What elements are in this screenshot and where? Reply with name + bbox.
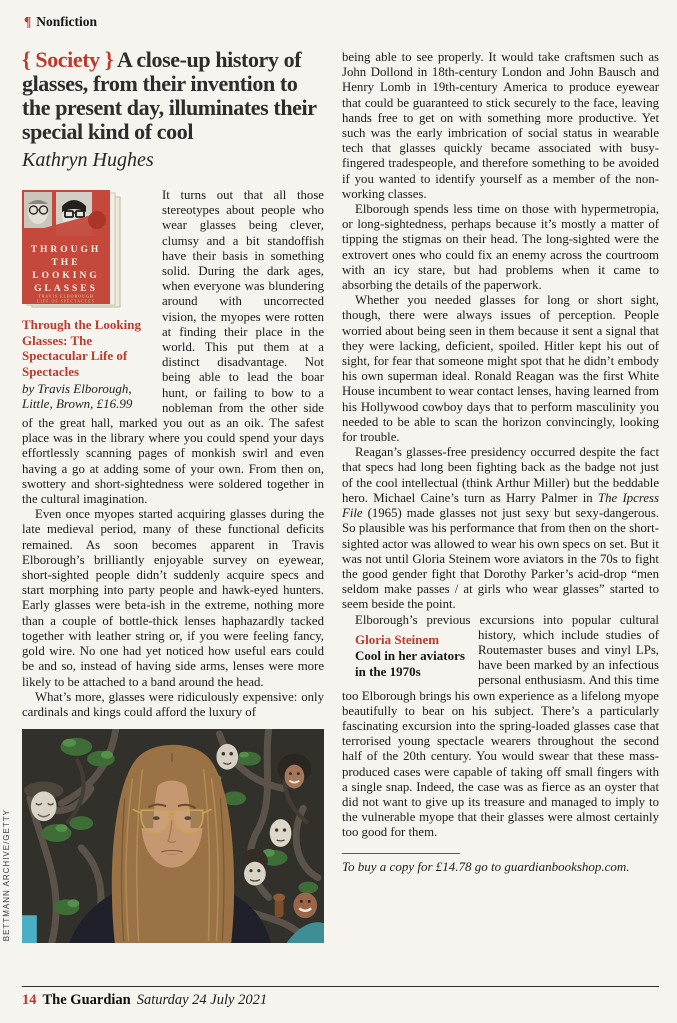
svg-text:TRAVIS ELBOROUGH: TRAVIS ELBOROUGH [38,293,94,299]
book-title-mention: The Ipcress File [342,490,659,521]
svg-text:THE: THE [51,258,81,268]
headline-text: A close-up history of glasses, from their invention to the present day, illuminates their special kind of cool [22,47,317,144]
svg-text:THROUGH: THROUGH [30,245,102,255]
column-left [2,42,324,943]
book-block [22,190,150,411]
svg-text:LIFE OF SPECTACLES: LIFE OF SPECTACLES [37,298,95,304]
book-title: Through the Looking Glasses: The Spectacular Life of Spectacles [22,317,141,379]
paragraph-1: It turns out that all those stereotypes about people who wear glasses being clever, clumsy and a bit standoffish have their basis in something solid. During the dark ages, when everyone was blundering around with uncorrected vision, the myopes were rotten at finding their place in the world. This put them at a distinct disadvantage. Not being able to lead the boar hunt, or failing to bow to a nobleman from the other side of the great hall, marked you out as an oik. The safest place was in the library where you could spend your days effortlessly scanning pages of monkish swirl and even having a go at adding some of your own. From then on, swottery and short-sightedness were soldered together in the cultural imagination. [22,188,324,507]
footer-masthead: The Guardian [42,992,131,1008]
footnote-rule [342,853,460,854]
caption-line-2: in the 1970s [355,663,421,679]
kicker-label: Nonfiction [36,14,98,29]
paragraph-8: Elborough’s previous excursions into popular Gloria Steinem Cool in her aviators in the 1970s cultural history, which include studies of Routemaster buses and vinyl LPs, have been marked by an infectious personal enthusiasm. And this time too Elborough brings his own experience as a lifelong myope beautifully to bear on his subject. There’s a particularly fascinating excursion into the spring-loaded glasses case that terrorised young spectacle wearers throughout the second half of the 20th century. You would swear that these mass-produced cases were capable of taking off small fingers with a single snap. Indeed, the case was as fierce as an oyster that did not want to give up its treasure and managed to imply to the vulnerable myope that their glasses were almost certainly too good for them. [342,612,659,840]
pilcrow-icon: ¶ [24,14,32,29]
page-footer [22,986,659,1009]
article-columns [2,42,659,943]
paragraph-2: Even once myopes started acquiring glasses during the late medieval period, many of these functional deficits remained. As soon becomes apparent in Travis Elborough’s brilliantly enjoyable survey on eyewear, short-sighted people didn’t suddenly acquire specs and start morphing into party people and hawk-eyed hunters. Early glasses were beta-ish in the extreme, nothing more than a couple of bottle-thick lenses haphazardly tacked together with leather string or, if you were feeling fancy, gold wire. No one had yet noticed how useful ears could be and so, instead of having side arms, lenses were more likely to be attached to a band around the head. [22,507,324,689]
gloria-steinem-photo [22,729,324,943]
book-author: by Travis Elborough, Little, Brown, £16.99 [22,381,133,411]
paragraph-6: Whether you needed glasses for long or short sight, though, there were always issues of perception. People worried about being seen in them because it sent a signal that they were lacking, deficient, spoiled. Hitler kept his out of sight, for fear that someone might spot that he didn’t embody his own superman ideal. Ronald Reagan was the first White House incumbent to wear contact lenses, having learned from his Hollywood cowboy days that to perform masculinity you needed to be able to scan the horizon convincingly, looking for trouble. [342,293,659,445]
footer-date: Saturday 24 July 2021 [136,992,268,1008]
buy-note: To buy a copy for £14.78 go to guardianbookshop.com. [342,858,630,874]
footer-page-number: 14 [22,992,37,1008]
paragraph-7: Reagan’s glasses-free presidency occurred despite the fact that specs had long been fighting back as the badge not just of the cool intellectual (think Arthur Miller) but the beddable hero. Michael Caine’s turn as Harry Palmer in The Ipcress File (1965) made glasses not just sexy but sexy-dangerous. So plausible was his performance that from then on the short-sighted actor was allowed to wear his own specs on set. But it was not until Gloria Steinem wore aviators in the 70s to fight the good gender fight that Dorothy Parker’s acid-drop “men seldom make passes / at girls who wear glasses” started to seem beside the point. [342,445,659,612]
paragraph-4: being able to see properly. It would take craftsmen such as John Dollond in 18th-century London and John Bausch and Henry Lomb in 19th-century America to produce eyewear that could be guaranteed to stick securely to the face, leaving hands free to get on with something more productive. Yet such was the early imbrication of social status in wearable tech that glasses quickly became associated with busy-fingered tradespeople, and therefore something to be avoided if you wanted to identify yourself as a member of the non-working classes. [342,50,659,201]
body-left [22,188,324,720]
caption-line-1: Cool in her aviators [355,647,465,663]
caption-name: Gloria Steinem [355,631,440,647]
byline: Kathryn Hughes [22,149,154,171]
photo-caption [342,632,468,680]
society-tag: { Society } [22,47,114,72]
photo-credit: BETTMANN ARCHIVE/GETTY [2,808,11,942]
paragraph-3: What’s more, glasses were ridiculously expensive: only cardinals and kings could afford the luxury of [22,689,324,719]
svg-text:LOOKING: LOOKING [32,271,100,281]
column-right [342,42,659,875]
article-headline [22,48,324,144]
section-kicker [24,14,659,30]
paragraph-5: Elborough spends less time on those with hypermetropia, or long-sightedness, perhaps because it’s mostly a matter of tipping the stigmas on their head. The long-sighted were the extrovert ones who could fix an enemy across the courtroom with an icy stare, but had problems when it came to absorbing the details of the paperwork. [342,202,659,293]
photo-wrap [2,729,324,943]
book-cover-image [22,190,122,310]
svg-text:GLASSES: GLASSES [34,284,98,294]
